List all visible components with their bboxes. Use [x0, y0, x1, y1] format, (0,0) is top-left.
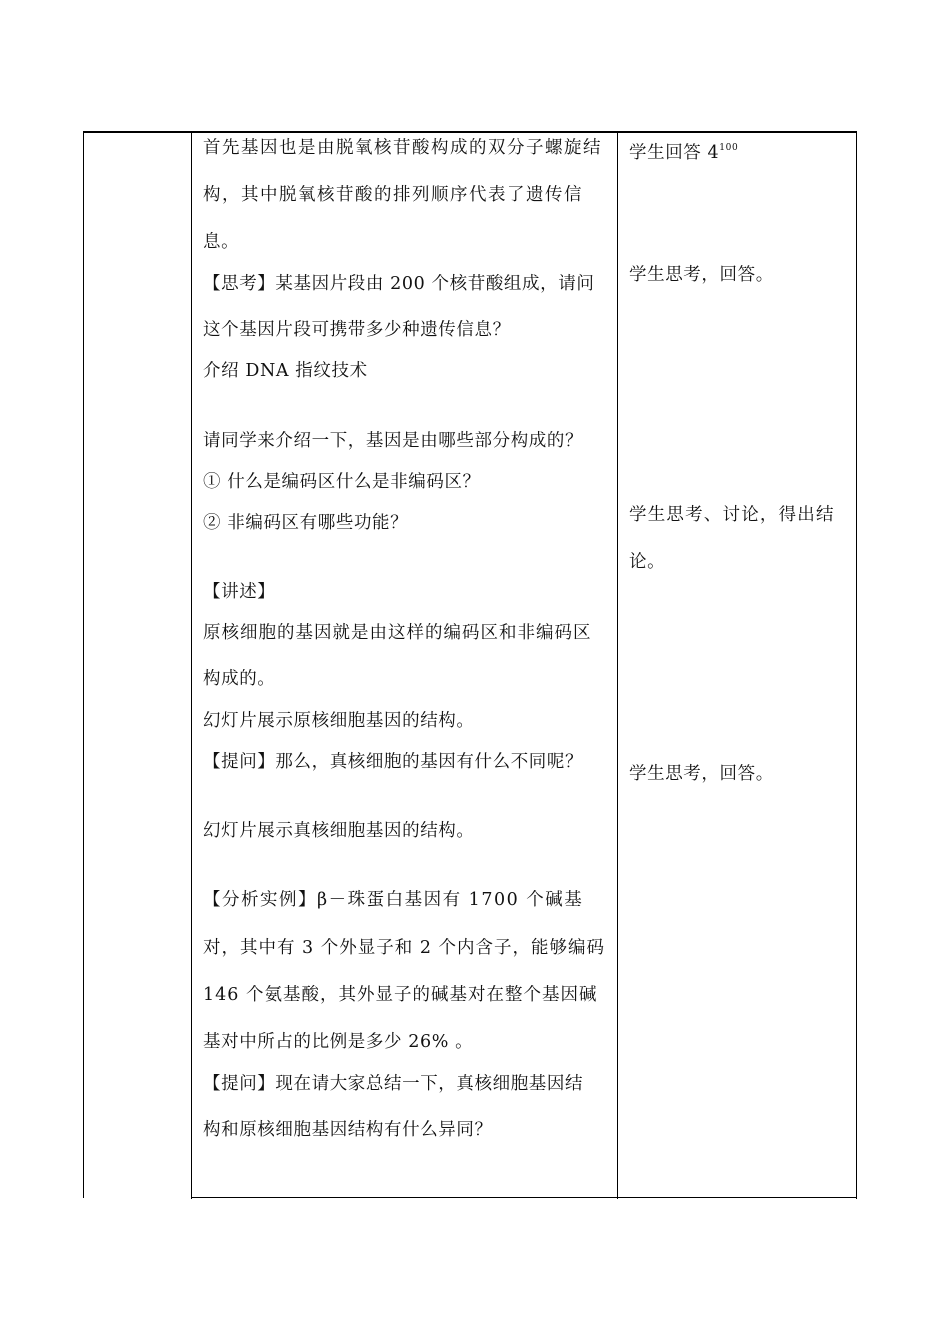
text-line: 幻灯片展示真核细胞基因的结构。 [203, 821, 475, 841]
student-line: 学生思考，回答。 [629, 265, 774, 285]
table-bottom-border [191, 1197, 857, 1198]
column-divider-2 [617, 131, 618, 1199]
table-right-border [856, 131, 857, 1199]
student-line: 论。 [629, 552, 666, 572]
text-line: 构成的。 [203, 669, 276, 689]
student-answer: 学生回答 $4^{100}$ [629, 143, 739, 163]
text-line: 原核细胞的基因就是由这样的编码区和非编码区 [203, 623, 592, 643]
text-line: 介绍 DNA 指纹技术 [203, 361, 368, 381]
text-line: 构和原核细胞基因结构有什么异同？ [203, 1120, 493, 1140]
text-line: 146 个氨基酸，其外显子的碱基对在整个基因碱 [203, 985, 598, 1005]
table-left-border [83, 131, 84, 1198]
text-line: 【提问】现在请大家总结一下，真核细胞基因结 [203, 1074, 584, 1094]
text-line: 【提问】那么，真核细胞的基因有什么不同呢？ [203, 752, 584, 772]
text-line: 这个基因片段可携带多少种遗传信息？ [203, 320, 511, 340]
text-line: ① 什么是编码区什么是非编码区？ [203, 472, 481, 492]
text-line: 对，其中有 3 个外显子和 2 个内含子，能够编码 [203, 938, 606, 958]
text-line: ② 非编码区有哪些功能？ [203, 513, 409, 533]
text-line: 息。 [203, 232, 240, 252]
answer-exponent: 100 [719, 143, 739, 153]
text-line: 首先基因也是由脱氧核苷酸构成的双分子螺旋结 [203, 138, 602, 158]
text-line: 幻灯片展示原核细胞基因的结构。 [203, 711, 475, 731]
text-line: 请同学来介绍一下，基因是由哪些部分构成的？ [203, 431, 584, 451]
text-line: 构，其中脱氧核苷酸的排列顺序代表了遗传信 [203, 185, 583, 205]
text-line: 基对中所占的比例是多少 26% 。 [203, 1032, 474, 1052]
student-line: 学生思考，回答。 [629, 764, 774, 784]
student-line: 学生思考、讨论，得出结 [629, 505, 835, 525]
column-divider-1 [191, 131, 192, 1199]
text-line: 【分析实例】β－珠蛋白基因有 1700 个碱基 [203, 890, 584, 910]
text-line: 【思考】某基因片段由 200 个核苷酸组成，请问 [203, 274, 595, 294]
table-top-border [83, 131, 857, 133]
text-line: 【讲述】 [203, 582, 276, 602]
